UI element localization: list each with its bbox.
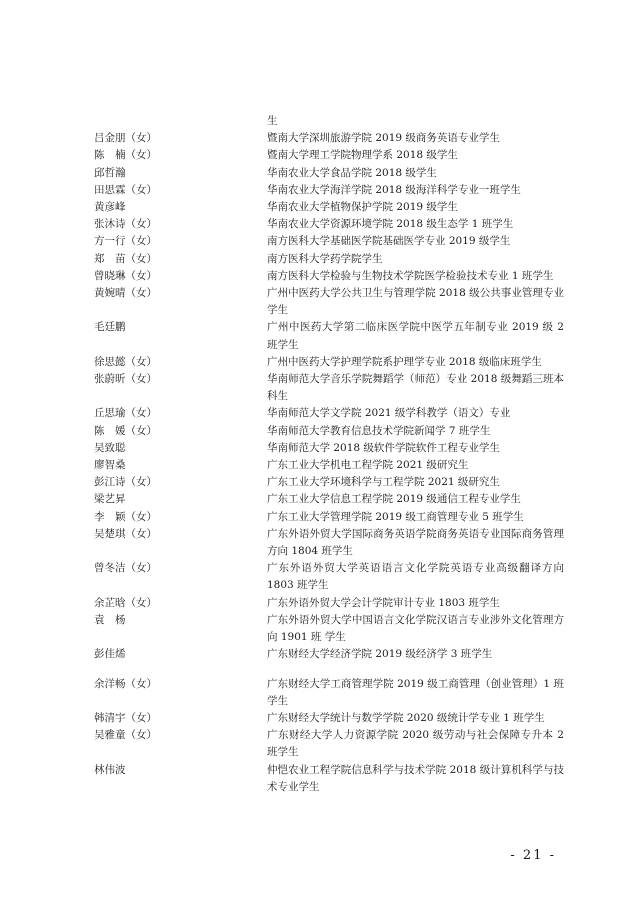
list-item: [0, 165, 640, 182]
list-item: [0, 199, 640, 216]
person-description: 广东外语外贸大学会计学院审计专业 1803 班学生: [267, 596, 500, 609]
person-name: 余洋畅（女）: [94, 677, 157, 690]
name-list: [0, 113, 640, 796]
person-name: 余芷晗（女）: [94, 596, 157, 609]
person-name: 韩清宇（女）: [94, 711, 157, 724]
person-description: 广东外语外贸大学国际商务英语学院商务英语专业国际商务管理方向 1804 班学生: [267, 527, 564, 558]
person-description: 广东财经大学统计与数学学院 2020 级统计学专业 1 班学生: [267, 711, 545, 724]
list-item: [0, 526, 640, 560]
person-name: 黄婉晴（女）: [94, 287, 157, 300]
person-description: 仲恺农业工程学院信息科学与技术学院 2018 级计算机科学与技术专业学生: [267, 763, 564, 793]
list-item: [0, 371, 640, 405]
list-item: [0, 268, 640, 285]
person-name: 郑 苗（女）: [94, 252, 157, 265]
person-name: 陈 楠（女）: [94, 149, 157, 162]
person-description: 广东工业大学机电工程学院 2021 级研究生: [267, 459, 469, 472]
list-item: [0, 457, 640, 474]
person-description: 广州中医药大学第二临床医学院中医学五年制专业 2019 级 2 班学生: [267, 321, 564, 351]
person-description: 广州中医药大学护理学院系护理学专业 2018 级临床班学生: [267, 355, 542, 368]
person-description: 生: [267, 115, 278, 127]
person-description: 华南农业大学资源环境学院 2018 级生态学 1 班学生: [267, 218, 514, 231]
person-description: 华南师范大学 2018 级软件学院软件工程专业学生: [267, 441, 500, 454]
person-description: 广东工业大学环境科学与工程学院 2021 级研究生: [267, 476, 500, 489]
list-item: [0, 233, 640, 250]
list-item: [0, 727, 640, 761]
person-name: 林伟波: [94, 763, 126, 776]
page-number: - 21 -: [510, 848, 556, 863]
person-description: 广东外语外贸大学英语语言文化学院英语专业高级翻译方向 1803 班学生: [267, 562, 564, 592]
person-name: 廖智桑: [94, 459, 126, 472]
person-description: 华南师范大学教育信息技术学院新闻学 7 班学生: [267, 424, 491, 437]
list-item: [0, 319, 640, 353]
person-name: 曾冬洁（女）: [94, 562, 157, 575]
list-item: [0, 216, 640, 233]
list-item: [0, 147, 640, 164]
list-item: [0, 423, 640, 440]
list-item: [0, 560, 640, 594]
person-name: 田思霖（女）: [94, 183, 157, 196]
person-name: 李 颖（女）: [94, 510, 157, 523]
person-name: 徐思懿（女）: [94, 355, 157, 368]
person-name: 张蔚昕（女）: [94, 373, 157, 386]
person-name: 黄彦峰: [94, 201, 126, 214]
person-description: 南方医科大学基础医学院基础医学专业 2019 级学生: [267, 235, 511, 248]
list-item: [0, 762, 640, 796]
person-name: 吴雅童（女）: [94, 729, 157, 742]
person-name: 袁 杨: [94, 613, 126, 626]
list-item: [0, 474, 640, 491]
person-description: 南方医科大学检验与生物技术学院医学检验技术专业 1 班学生: [267, 269, 554, 282]
person-description: 暨南大学理工学院物理学系 2018 级学生: [267, 149, 458, 162]
person-name: 曾晓琳（女）: [94, 269, 157, 282]
list-item: [0, 676, 640, 710]
person-description: 华南师范大学音乐学院舞蹈学（师范）专业 2018 级舞蹈三班本科生: [267, 373, 564, 403]
list-item: [0, 710, 640, 727]
person-name: 梁艺昇: [94, 493, 126, 506]
list-item: [0, 509, 640, 526]
list-item: [0, 285, 640, 319]
person-name: 彭佳烯: [94, 648, 126, 661]
person-name: 丘思瑜（女）: [94, 407, 157, 420]
person-description: 广东工业大学管理学院 2019 级工商管理专业 5 班学生: [267, 510, 524, 523]
list-item: [0, 646, 640, 663]
list-item: [0, 182, 640, 199]
person-description: 广东财经大学人力资源学院 2020 级劳动与社会保障专升本 2 班学生: [267, 729, 564, 759]
person-description: 暨南大学深圳旅游学院 2019 级商务英语专业学生: [267, 132, 500, 145]
list-item: [0, 491, 640, 508]
list-item: [0, 113, 640, 130]
person-name: 毛廷鹏: [94, 321, 126, 334]
list-item: [0, 251, 640, 268]
person-description: 华南农业大学食品学院 2018 级学生: [267, 166, 437, 179]
person-description: 华南农业大学海洋学院 2018 级海洋科学专业一班学生: [267, 183, 521, 196]
person-description: 广州中医药大学公共卫生与管理学院 2018 级公共事业管理专业学生: [267, 287, 564, 317]
person-name: 陈 媛（女）: [94, 424, 157, 437]
person-description: 南方医科大学药学院学生: [267, 252, 383, 265]
person-description: 广东外语外贸大学中国语言文化学院汉语言专业涉外文化管理方向 1901 班 学生: [267, 613, 564, 644]
list-item: [0, 440, 640, 457]
person-name: 吴致聪: [94, 441, 126, 454]
list-item: [0, 595, 640, 612]
person-name: 邱哲瀚: [94, 166, 126, 179]
person-name: 吕金朋（女）: [94, 132, 157, 145]
person-description: 华南农业大学植物保护学院 2019 级学生: [267, 201, 458, 214]
person-name: 吴楚琪（女）: [94, 527, 157, 540]
person-description: 广东财经大学工商管理学院 2019 级工商管理（创业管理）1 班学生: [267, 677, 564, 707]
list-item: [0, 130, 640, 147]
person-description: 华南师范大学文学院 2021 级学科教学（语文）专业: [267, 407, 511, 420]
person-description: 广东工业大学信息工程学院 2019 级通信工程专业学生: [267, 493, 521, 506]
person-name: 彭江诗（女）: [94, 476, 157, 489]
list-item: [0, 354, 640, 371]
person-name: 方一行（女）: [94, 235, 157, 248]
person-description: 广东财经大学经济学院 2019 级经济学 3 班学生: [267, 648, 493, 661]
person-name: 张沐诗（女）: [94, 218, 157, 231]
list-item: [0, 405, 640, 422]
list-item: [0, 612, 640, 646]
